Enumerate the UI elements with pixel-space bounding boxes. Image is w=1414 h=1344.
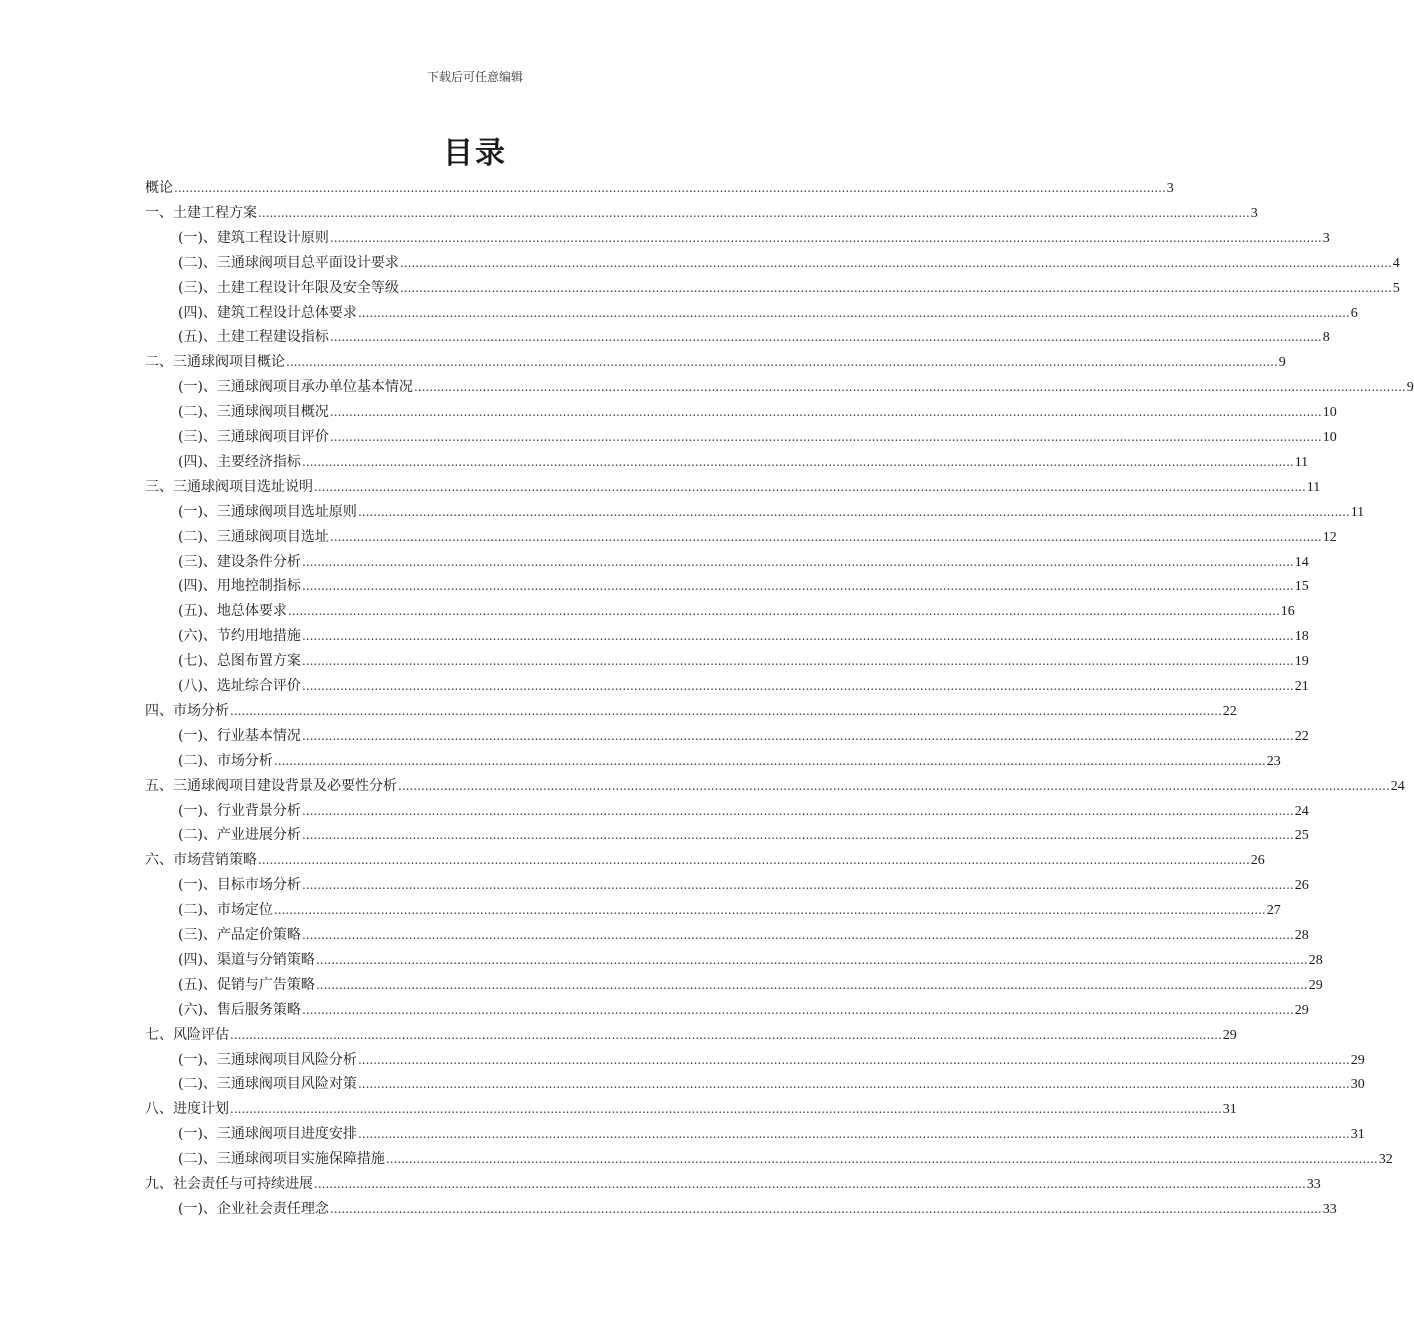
- toc-entry[interactable]: [0, 1097, 1237, 1122]
- toc-leader-dots: ....................................................................................................................................................................................................................................................................: [273, 903, 1266, 918]
- toc-entry-page: 3: [1250, 205, 1258, 221]
- toc-entry-page: 10: [1322, 405, 1337, 421]
- toc-entry[interactable]: [0, 525, 1337, 550]
- toc-entry[interactable]: [0, 301, 1358, 326]
- toc-entry[interactable]: [0, 375, 1414, 400]
- toc-entry-label: (二)、三通球阀项目总平面设计要求: [178, 254, 399, 271]
- toc-entry[interactable]: [0, 624, 1309, 649]
- toc-entry-label: (二)、三通球阀项目概况: [178, 404, 329, 421]
- toc-leader-dots: ....................................................................................................................................................................................................................................................................: [315, 952, 1308, 967]
- toc-leader-dots: ....................................................................................................................................................................................................................................................................: [301, 728, 1294, 743]
- toc-entry-label: (七)、总图布置方案: [178, 653, 301, 670]
- toc-leader-dots: ....................................................................................................................................................................................................................................................................: [230, 703, 1222, 718]
- toc-entry[interactable]: [0, 350, 1286, 375]
- toc-entry-page: 16: [1280, 604, 1295, 620]
- toc-entry-label: (二)、三通球阀项目风险对策: [178, 1076, 357, 1093]
- toc-entry-page: 11: [1350, 504, 1365, 520]
- toc-leader-dots: ....................................................................................................................................................................................................................................................................: [357, 1127, 1350, 1142]
- toc-entry[interactable]: [0, 724, 1309, 749]
- toc-entry-label: 三、三通球阀项目选址说明: [145, 478, 313, 495]
- toc-entry-page: 28: [1294, 928, 1309, 943]
- toc-entry-label: (二)、三通球阀项目选址: [178, 528, 329, 545]
- toc-entry-page: 4: [1392, 255, 1400, 271]
- toc-entry-page: 6: [1350, 305, 1358, 321]
- toc-entry-label: (二)、产业进展分析: [178, 827, 301, 844]
- toc-entry-page: 3: [1166, 181, 1174, 196]
- toc-entry-label: (一)、目标市场分析: [178, 877, 301, 894]
- toc-entry[interactable]: [0, 400, 1337, 425]
- toc-leader-dots: ....................................................................................................................................................................................................................................................................: [301, 828, 1294, 843]
- toc-leader-dots: ....................................................................................................................................................................................................................................................................: [301, 579, 1294, 594]
- toc-leader-dots: ....................................................................................................................................................................................................................................................................: [174, 181, 1166, 195]
- toc-leader-dots: ....................................................................................................................................................................................................................................................................: [301, 878, 1294, 893]
- toc-entry-page: 31: [1350, 1127, 1365, 1143]
- toc-entry[interactable]: [0, 475, 1321, 500]
- toc-entry[interactable]: [0, 201, 1258, 226]
- toc-entry-label: (一)、行业基本情况: [178, 727, 301, 744]
- toc-leader-dots: ....................................................................................................................................................................................................................................................................: [301, 1002, 1294, 1017]
- toc-leader-dots: ....................................................................................................................................................................................................................................................................: [329, 529, 1322, 544]
- toc-entry[interactable]: [0, 1023, 1237, 1048]
- toc-leader-dots: ....................................................................................................................................................................................................................................................................: [329, 330, 1322, 345]
- toc-entry-label: (四)、用地控制指标: [178, 578, 301, 595]
- toc-entry-label: (一)、行业背景分析: [178, 802, 301, 819]
- toc-entry-label: (二)、市场分析: [178, 752, 273, 769]
- toc-entry-page: 29: [1350, 1052, 1365, 1068]
- toc-entry[interactable]: [0, 749, 1281, 774]
- toc-entry-page: 21: [1294, 679, 1309, 694]
- toc-entry[interactable]: [0, 1072, 1365, 1097]
- toc-leader-dots: ....................................................................................................................................................................................................................................................................: [385, 1152, 1378, 1167]
- toc-entry[interactable]: [0, 873, 1309, 898]
- toc-entry-label: 一、土建工程方案: [145, 204, 257, 221]
- toc-leader-dots: ....................................................................................................................................................................................................................................................................: [329, 1201, 1322, 1216]
- toc-entry[interactable]: [0, 500, 1365, 525]
- toc-entry[interactable]: [0, 774, 1405, 799]
- toc-entry[interactable]: [0, 1122, 1365, 1147]
- toc-entry-page: 18: [1294, 629, 1309, 645]
- toc-leader-dots: ....................................................................................................................................................................................................................................................................: [301, 629, 1294, 644]
- toc-leader-dots: ....................................................................................................................................................................................................................................................................: [315, 977, 1308, 992]
- toc-entry[interactable]: [0, 948, 1323, 973]
- toc-entry-page: 14: [1294, 554, 1309, 570]
- toc-leader-dots: ....................................................................................................................................................................................................................................................................: [230, 1027, 1222, 1042]
- toc-entry[interactable]: [0, 276, 1400, 301]
- toc-leader-dots: ....................................................................................................................................................................................................................................................................: [301, 454, 1294, 469]
- toc-entry-page: 26: [1250, 853, 1265, 869]
- toc-entry-label: 九、社会责任与可持续进展: [145, 1176, 313, 1192]
- toc-entry-page: 11: [1294, 454, 1309, 470]
- toc-entry-label: (六)、售后服务策略: [178, 1001, 301, 1018]
- toc-entry[interactable]: [0, 574, 1309, 599]
- toc-entry-label: 六、市场营销策略: [145, 852, 257, 869]
- toc-entry[interactable]: [0, 973, 1323, 998]
- toc-entry[interactable]: [0, 1048, 1365, 1073]
- toc-entry-page: 30: [1350, 1077, 1365, 1093]
- toc-entry-page: 9: [1278, 355, 1286, 371]
- toc-entry[interactable]: [0, 1172, 1321, 1197]
- toc-leader-dots: ....................................................................................................................................................................................................................................................................: [329, 430, 1322, 444]
- toc-entry[interactable]: [0, 848, 1265, 873]
- toc-leader-dots: ....................................................................................................................................................................................................................................................................: [329, 230, 1322, 245]
- toc-entry-page: 5: [1392, 280, 1400, 296]
- toc-entry[interactable]: [0, 251, 1400, 276]
- toc-entry-label: 概论: [145, 180, 173, 196]
- toc-entry-page: 24: [1390, 778, 1405, 794]
- toc-leader-dots: ....................................................................................................................................................................................................................................................................: [258, 205, 1250, 220]
- toc-entry[interactable]: [0, 998, 1309, 1023]
- toc-entry[interactable]: [0, 699, 1237, 724]
- toc-entry-label: (一)、企业社会责任理念: [178, 1200, 329, 1217]
- toc-leader-dots: ....................................................................................................................................................................................................................................................................: [357, 305, 1350, 320]
- toc-leader-dots: ....................................................................................................................................................................................................................................................................: [230, 1102, 1222, 1117]
- toc-entry[interactable]: [0, 823, 1309, 848]
- toc-entry-page: 11: [1306, 479, 1321, 495]
- toc-entry-page: 24: [1294, 803, 1309, 819]
- toc-entry[interactable]: [0, 176, 1174, 201]
- toc-entry-label: 二、三通球阀项目概论: [145, 354, 285, 371]
- toc-entry-label: (四)、主要经济指标: [178, 453, 301, 470]
- toc-entry-page: 29: [1294, 1002, 1309, 1018]
- toc-entry-label: (一)、三通球阀项目选址原则: [178, 503, 357, 520]
- toc-leader-dots: ....................................................................................................................................................................................................................................................................: [329, 405, 1322, 420]
- toc-leader-dots: ....................................................................................................................................................................................................................................................................: [357, 1052, 1350, 1067]
- toc-leader-dots: ....................................................................................................................................................................................................................................................................: [314, 1177, 1306, 1191]
- toc-entry-page: 27: [1266, 903, 1281, 919]
- toc-entry-label: (八)、选址综合评价: [178, 678, 301, 694]
- toc-entry-page: 9: [1406, 380, 1414, 396]
- toc-entry[interactable]: [0, 1147, 1393, 1172]
- toc-entry[interactable]: [0, 425, 1337, 450]
- toc-entry-page: 23: [1266, 753, 1281, 769]
- toc-entry-page: 19: [1294, 654, 1309, 670]
- toc-entry[interactable]: [0, 923, 1309, 948]
- toc-entry-label: 八、进度计划: [145, 1101, 229, 1118]
- toc-entry-page: 8: [1322, 330, 1330, 346]
- toc-entry-page: 32: [1378, 1152, 1393, 1168]
- toc-entry[interactable]: [0, 550, 1309, 575]
- toc-entry-page: 10: [1322, 430, 1337, 445]
- toc-entry-page: 33: [1306, 1177, 1321, 1192]
- toc-entry-page: 28: [1308, 952, 1323, 968]
- toc-entry-label: (一)、三通球阀项目进度安排: [178, 1126, 357, 1143]
- toc-leader-dots: ....................................................................................................................................................................................................................................................................: [413, 380, 1406, 395]
- toc-entry-label: 四、市场分析: [145, 702, 229, 719]
- toc-entry-page: 22: [1294, 728, 1309, 744]
- toc-leader-dots: ....................................................................................................................................................................................................................................................................: [286, 355, 1278, 370]
- toc-entry[interactable]: [0, 599, 1295, 624]
- toc-entry-label: (四)、渠道与分销策略: [178, 951, 315, 968]
- toc-leader-dots: ....................................................................................................................................................................................................................................................................: [399, 255, 1392, 270]
- toc-entry[interactable]: [0, 674, 1309, 699]
- toc-entry-label: (五)、土建工程建设指标: [178, 329, 329, 346]
- toc-leader-dots: ....................................................................................................................................................................................................................................................................: [357, 504, 1350, 519]
- toc-entry-page: 29: [1222, 1027, 1237, 1043]
- toc-entry-label: (一)、三通球阀项目风险分析: [178, 1051, 357, 1068]
- toc-entry-page: 22: [1222, 703, 1237, 719]
- toc-entry-label: 五、三通球阀项目建设背景及必要性分析: [145, 777, 397, 794]
- toc-entry-label: (一)、建筑工程设计原则: [178, 229, 329, 246]
- toc-leader-dots: ....................................................................................................................................................................................................................................................................: [301, 928, 1294, 942]
- toc-title: 目录: [443, 136, 507, 171]
- toc-entry[interactable]: [0, 898, 1281, 923]
- toc-leader-dots: ....................................................................................................................................................................................................................................................................: [301, 554, 1294, 569]
- toc-leader-dots: ....................................................................................................................................................................................................................................................................: [258, 853, 1250, 868]
- toc-entry-label: (二)、市场定位: [178, 902, 273, 919]
- toc-entry-page: 29: [1308, 977, 1323, 993]
- toc-entry-page: 33: [1322, 1201, 1337, 1217]
- toc-entry[interactable]: [0, 799, 1309, 824]
- toc-entry[interactable]: [0, 450, 1309, 475]
- toc-entry[interactable]: [0, 226, 1330, 251]
- toc-entry-page: 31: [1222, 1102, 1237, 1118]
- toc-entry-label: (三)、产品定价策略: [178, 927, 301, 943]
- toc-entry-page: 25: [1294, 828, 1309, 844]
- page-header: 下载后可任意编辑: [426, 70, 523, 84]
- toc-entry-label: 七、风险评估: [145, 1026, 229, 1043]
- toc-entry-page: 26: [1294, 878, 1309, 894]
- toc-entry-label: (三)、土建工程设计年限及安全等级: [178, 279, 399, 296]
- toc-leader-dots: ....................................................................................................................................................................................................................................................................: [399, 280, 1392, 295]
- toc-entry-label: (三)、建设条件分析: [178, 553, 301, 570]
- toc-leader-dots: ....................................................................................................................................................................................................................................................................: [301, 654, 1294, 669]
- toc-entry-page: 12: [1322, 529, 1337, 545]
- toc-entry-label: (四)、建筑工程设计总体要求: [178, 304, 357, 321]
- toc-entry-label: (五)、促销与广告策略: [178, 976, 315, 993]
- toc-entry-label: (六)、节约用地措施: [178, 628, 301, 645]
- toc-leader-dots: ....................................................................................................................................................................................................................................................................: [301, 803, 1294, 818]
- toc-entry-label: (五)、地总体要求: [178, 603, 287, 620]
- toc-leader-dots: ....................................................................................................................................................................................................................................................................: [287, 604, 1280, 619]
- toc-leader-dots: ....................................................................................................................................................................................................................................................................: [314, 479, 1306, 494]
- toc-leader-dots: ....................................................................................................................................................................................................................................................................: [273, 753, 1266, 768]
- toc-leader-dots: ....................................................................................................................................................................................................................................................................: [301, 679, 1294, 693]
- toc-entry[interactable]: [0, 1197, 1337, 1222]
- toc-entry[interactable]: [0, 649, 1309, 674]
- toc-entry-label: (一)、三通球阀项目承办单位基本情况: [178, 379, 413, 396]
- toc-leader-dots: ....................................................................................................................................................................................................................................................................: [357, 1077, 1350, 1092]
- toc-entry-label: (三)、三通球阀项目评价: [178, 429, 329, 445]
- toc-entry-label: (二)、三通球阀项目实施保障措施: [178, 1151, 385, 1168]
- toc-entry-page: 3: [1322, 230, 1330, 246]
- toc-entry[interactable]: [0, 325, 1330, 350]
- toc-entry-page: 15: [1294, 579, 1309, 595]
- toc-leader-dots: ....................................................................................................................................................................................................................................................................: [398, 778, 1390, 793]
